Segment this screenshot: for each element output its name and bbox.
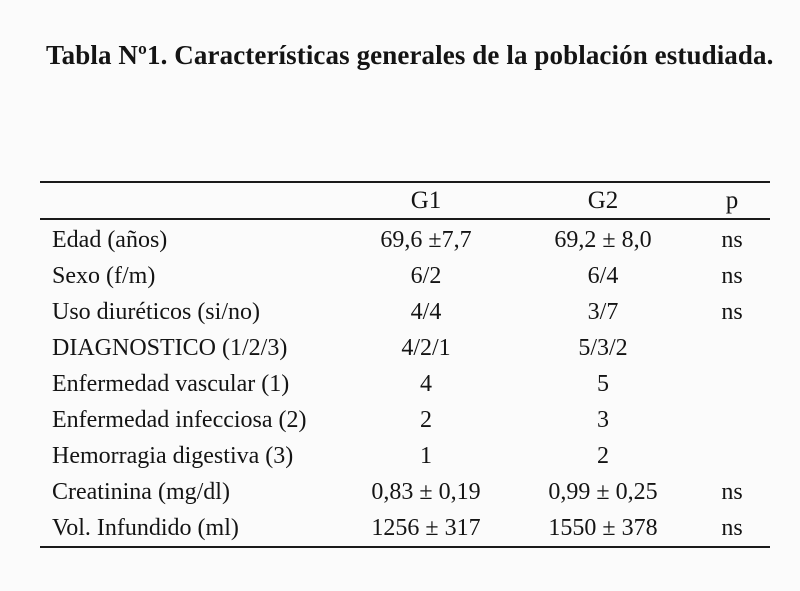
cell-g1: 69,6 ±7,7 <box>380 227 472 253</box>
table-header-row <box>0 183 800 219</box>
cell-g1: 1256 ± 317 <box>371 515 481 541</box>
cell-g2: 1550 ± 378 <box>548 515 658 541</box>
cell-g1: 1 <box>420 443 432 469</box>
cell-p: ns <box>721 227 743 253</box>
column-header-p: p <box>725 187 739 214</box>
table-row <box>0 474 800 510</box>
cell-g2: 69,2 ± 8,0 <box>554 227 652 253</box>
table-header-rule <box>40 218 770 220</box>
cell-g2: 3 <box>597 407 609 433</box>
row-label: Enfermedad vascular (1) <box>52 371 290 397</box>
row-label: DIAGNOSTICO (1/2/3) <box>52 335 288 361</box>
row-label: Sexo (f/m) <box>52 263 156 289</box>
row-label: Uso diuréticos (si/no) <box>52 299 260 325</box>
table-bottom-rule <box>40 546 770 548</box>
cell-g1: 2 <box>420 407 432 433</box>
cell-p: ns <box>721 479 743 505</box>
cell-g2: 3/7 <box>587 299 619 325</box>
row-label: Enfermedad infecciosa (2) <box>52 407 307 433</box>
cell-p: ns <box>721 263 743 289</box>
row-label: Vol. Infundido (ml) <box>52 515 239 541</box>
row-label: Hemorragia digestiva (3) <box>52 443 294 469</box>
row-label: Creatinina (mg/dl) <box>52 479 230 505</box>
column-header-g1: G1 <box>410 187 442 214</box>
cell-g2: 6/4 <box>587 263 619 289</box>
cell-g1: 4/4 <box>410 299 442 325</box>
table-row <box>0 438 800 474</box>
table-title: Tabla Nº1. Características generales de la población estudiada. <box>46 40 774 70</box>
row-label: Edad (años) <box>52 227 168 253</box>
cell-g1: 0,83 ± 0,19 <box>371 479 481 505</box>
table-row <box>0 366 800 402</box>
table-row <box>0 510 800 546</box>
cell-g2: 5/3/2 <box>578 335 628 361</box>
table-row <box>0 258 800 294</box>
cell-g1: 6/2 <box>410 263 442 289</box>
cell-g2: 0,99 ± 0,25 <box>548 479 658 505</box>
cell-p: ns <box>721 299 743 325</box>
table-row <box>0 330 800 366</box>
table-row <box>0 402 800 438</box>
cell-g1: 4/2/1 <box>401 335 451 361</box>
table-row <box>0 222 800 258</box>
cell-g2: 2 <box>597 443 609 469</box>
cell-p: ns <box>721 515 743 541</box>
cell-g2: 5 <box>597 371 609 397</box>
cell-g1: 4 <box>420 371 432 397</box>
column-header-g2: G2 <box>587 187 619 214</box>
table-row <box>0 294 800 330</box>
